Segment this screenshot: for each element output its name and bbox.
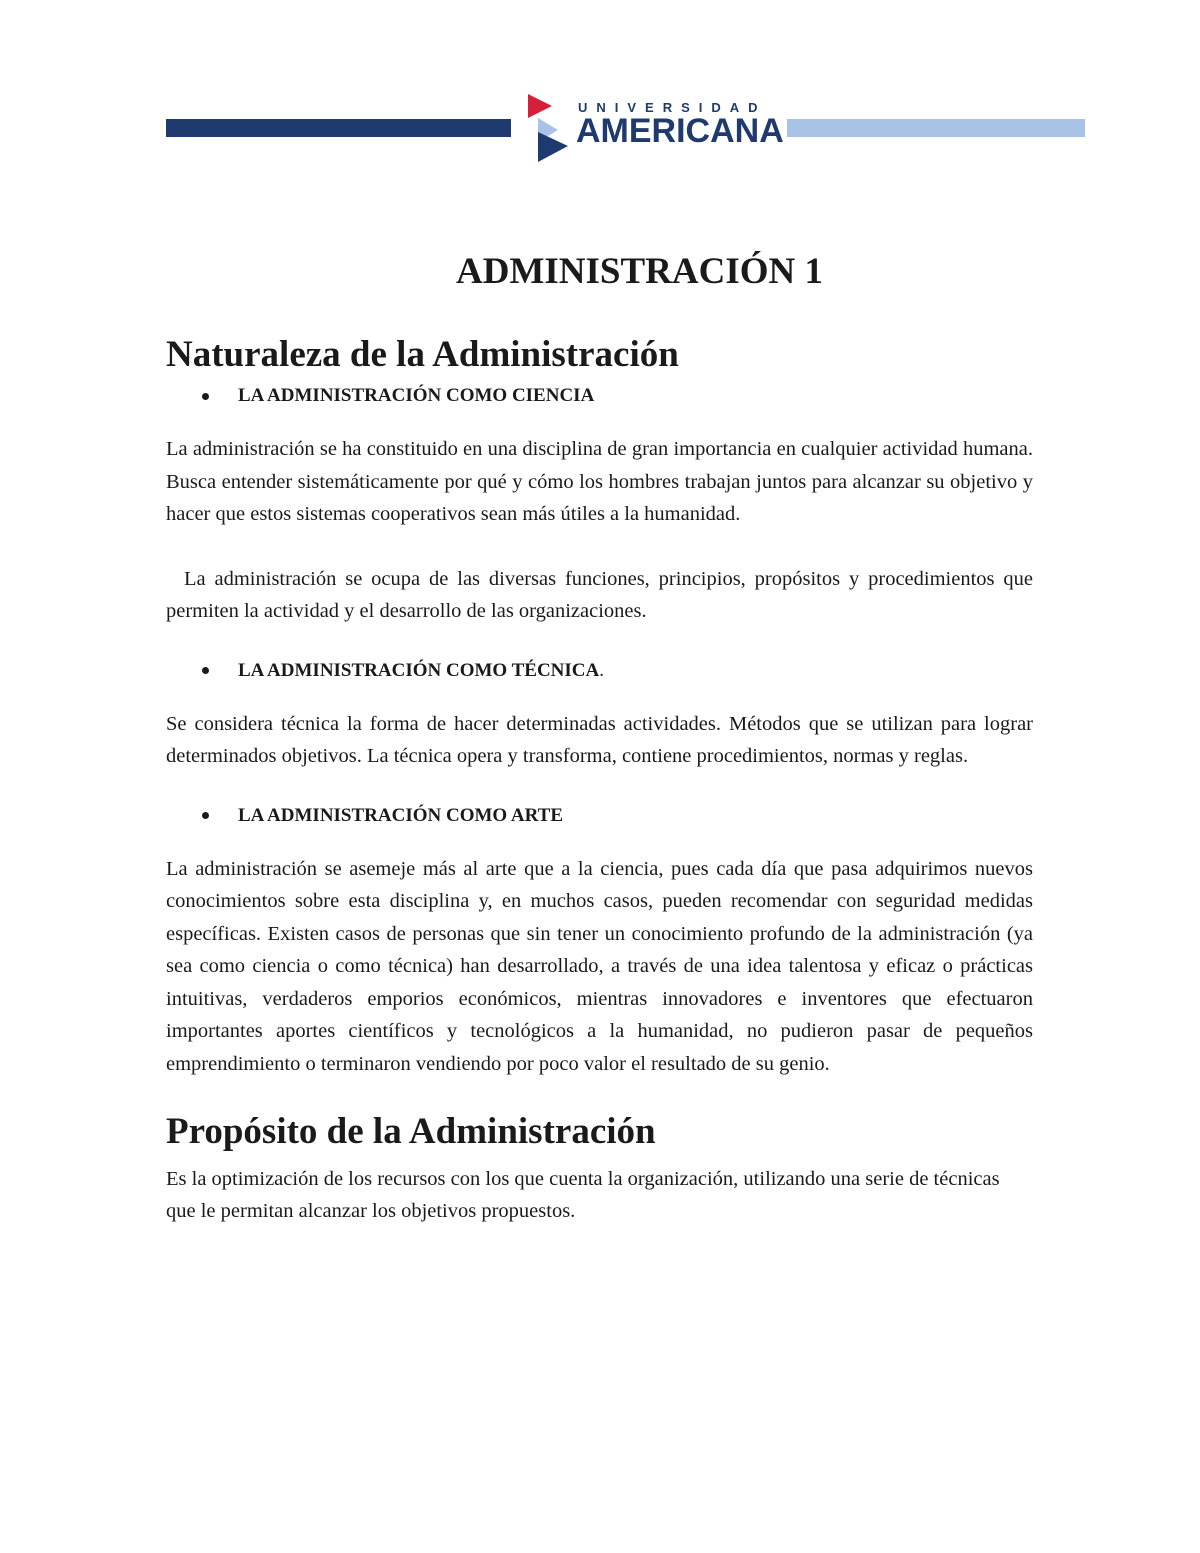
header-bar-right — [787, 119, 1085, 137]
bullet-label: LA ADMINISTRACIÓN COMO ARTE — [238, 804, 564, 826]
bullet-dot-icon — [202, 812, 209, 819]
section-heading-naturaleza: Naturaleza de la Administración — [166, 334, 679, 375]
logo-wordmark-main: AMERICANA — [576, 112, 784, 150]
paragraph-arte: La administración se asemeje más al arte que a la ciencia, pues cada día que pasa adquirimos nuevos conocimientos sobre esta disciplina y, en muchos casos, pueden recomendar con seguridad medidas específicas. Existen casos de personas que sin tener un conocimiento profundo de la administración (ya sea como ciencia o como técnica) han desarrollado, a través de una idea talentosa y eficaz o prácticas intuitivas, verdaderos emporios económicos, mientras innovadores e inventores que efectuaron importantes aportes científicos y tecnológicos a la humanidad, no pudieron pasar de pequeños emprendimiento o terminaron vendiendo por poco valor el resultado de su genio. — [166, 857, 1033, 1075]
bullet-dot-icon — [202, 393, 209, 400]
section-heading-proposito: Propósito de la Administración — [166, 1111, 656, 1153]
bullet-suffix: . — [599, 659, 604, 681]
bullet-label: LA ADMINISTRACIÓN COMO TÉCNICA — [238, 659, 600, 681]
logo-wordmark-top: UNIVERSIDAD — [578, 100, 767, 115]
header-bar-left — [166, 119, 511, 137]
page-header — [0, 0, 1200, 180]
bullet-arte — [166, 805, 1033, 827]
document-body — [166, 250, 1033, 1260]
paragraph-proposito: Es la optimización de los recursos con los que cuenta la organización, utilizando una serie de técnicas que le permitan alcanzar los objetivos propuestos. — [166, 1167, 1000, 1223]
university-logo-icon — [524, 92, 574, 164]
document-title: ADMINISTRACIÓN 1 — [456, 251, 823, 292]
bullet-label: LA ADMINISTRACIÓN COMO CIENCIA — [238, 385, 595, 407]
paragraph-tecnica: Se considera técnica la forma de hacer determinadas actividades. Métodos que se utilizan para lograr determinados objetivos. La técnica opera y transforma, contiene procedimientos, normas y reglas. — [166, 712, 1033, 768]
paragraph-ciencia-1: La administración se ha constituido en una disciplina de gran importancia en cualquier actividad humana. Busca entender sistemáticamente por qué y cómo los hombres trabajan juntos para alcanzar su objetivo y hacer que estos sistemas cooperativos sean más útiles a la humanidad. — [166, 438, 1033, 526]
bullet-tecnica — [166, 660, 1033, 682]
bullet-ciencia — [166, 385, 1033, 407]
bullet-dot-icon — [202, 667, 209, 674]
paragraph-ciencia-2: La administración se ocupa de las diversas funciones, principios, propósitos y procedimientos que permiten la actividad y el desarrollo de las organizaciones. — [166, 567, 1033, 623]
